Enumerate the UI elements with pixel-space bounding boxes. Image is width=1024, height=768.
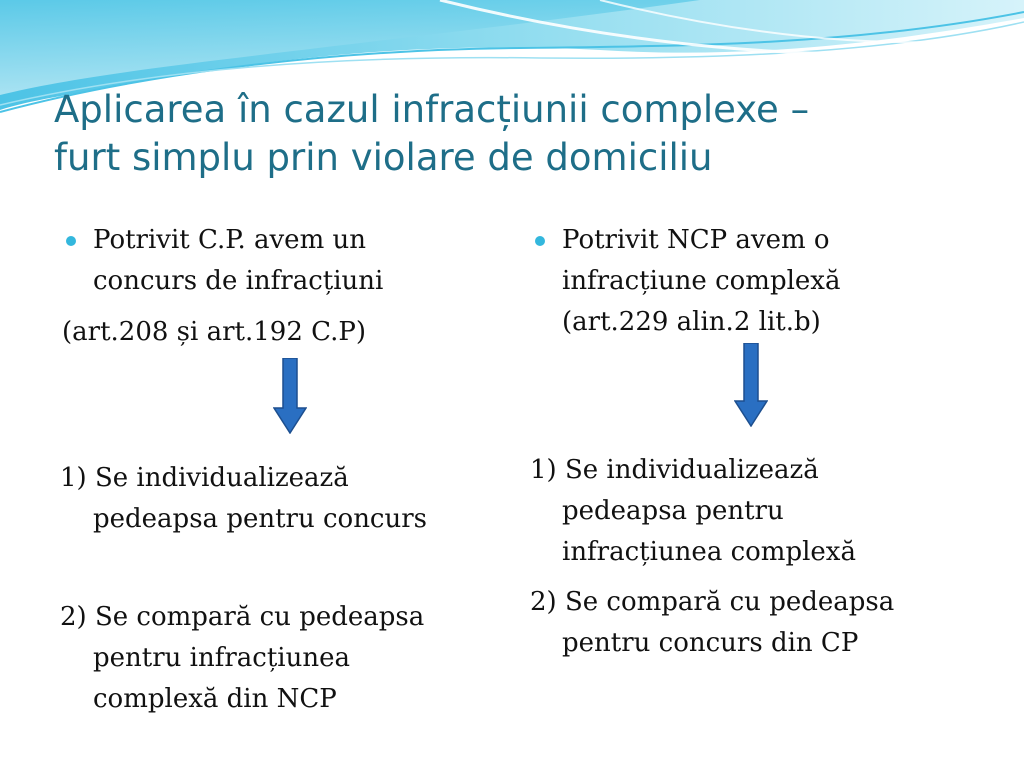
left-step-2-line-2: pentru infracțiunea bbox=[93, 643, 350, 673]
right-step-1-line-3: infracțiunea complexă bbox=[562, 537, 856, 567]
left-bullet-line-2: concurs de infracțiuni bbox=[93, 266, 384, 296]
left-bullet-line-1: Potrivit C.P. avem un bbox=[93, 225, 366, 255]
slide-title bbox=[54, 86, 994, 182]
right-step-1-line-1: 1) Se individualizează bbox=[530, 455, 819, 485]
down-arrow-icon bbox=[734, 343, 768, 427]
bullet-dot-icon bbox=[66, 236, 76, 246]
bullet-dot-icon bbox=[535, 236, 545, 246]
right-bullet-line-1: Potrivit NCP avem o bbox=[562, 225, 830, 255]
left-article-ref: (art.208 și art.192 C.P) bbox=[62, 317, 367, 347]
right-bullet-line-3: (art.229 alin.2 lit.b) bbox=[562, 307, 821, 337]
left-step-1-line-2: pedeapsa pentru concurs bbox=[93, 504, 428, 534]
left-step-2-line-3: complexă din NCP bbox=[93, 684, 337, 714]
down-arrow-icon bbox=[273, 358, 307, 434]
title-line-1: Aplicarea în cazul infracțiunii complexe – bbox=[54, 88, 810, 131]
right-step-2-line-2: pentru concurs din CP bbox=[562, 628, 859, 658]
left-step-2-line-1: 2) Se compară cu pedeapsa bbox=[60, 602, 425, 632]
right-step-2-line-1: 2) Se compară cu pedeapsa bbox=[530, 587, 895, 617]
title-line-2: furt simplu prin violare de domiciliu bbox=[54, 136, 713, 179]
left-step-1-line-1: 1) Se individualizează bbox=[60, 463, 349, 493]
right-bullet-line-2: infracțiune complexă bbox=[562, 266, 841, 296]
right-step-1-line-2: pedeapsa pentru bbox=[562, 496, 784, 526]
